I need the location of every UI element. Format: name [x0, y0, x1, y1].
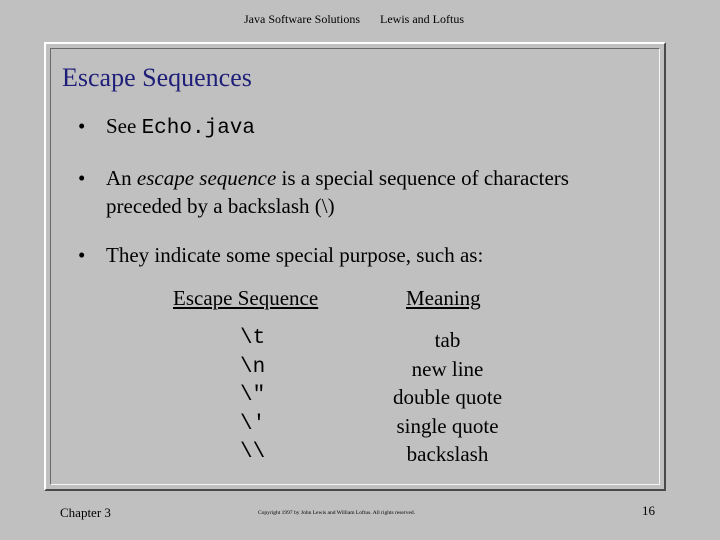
column-header-escape: Escape Sequence	[173, 286, 319, 310]
chapter-label: Chapter 3	[60, 505, 111, 520]
escape-single-quote: \'	[240, 412, 266, 436]
text-post: is a special sequence of characters	[276, 166, 569, 190]
copyright-notice: Copyright 1997 by John Lewis and William Loftus. All rights reserved.	[258, 510, 416, 516]
escape-sequence-column	[240, 325, 265, 468]
text-pre: An	[106, 166, 137, 190]
escape-newline: \n	[240, 355, 266, 379]
escape-double-quote: \"	[240, 384, 266, 407]
code-filename: Echo.java	[141, 117, 255, 140]
escape-backslash: \\	[240, 441, 266, 464]
authors: Lewis and Loftus	[380, 12, 464, 26]
bullet-text	[106, 112, 255, 143]
bullet-text: They indicate some special purpose, such as:	[106, 243, 484, 267]
bullet-dot: •	[78, 166, 86, 190]
meaning-double-quote: double quote	[392, 385, 503, 409]
bullet-prefix: See	[106, 114, 142, 138]
page-number: 16	[642, 503, 655, 518]
escape-tab: \t	[240, 327, 266, 350]
column-header-meaning: Meaning	[406, 286, 481, 310]
meaning-newline: new line	[411, 356, 484, 381]
meaning-single-quote: single quote	[396, 413, 499, 438]
slide-title: Escape Sequences	[62, 63, 252, 92]
book-title: Java Software Solutions	[244, 12, 360, 26]
meaning-tab: tab	[434, 328, 461, 352]
bullet-dot: •	[78, 243, 86, 267]
bullet-text	[106, 164, 569, 220]
emphasized-term: escape sequence	[136, 166, 277, 190]
bullet-dot: •	[78, 114, 86, 138]
text-line2: preceded by a backslash (\)	[106, 194, 335, 218]
meaning-backslash: backslash	[406, 442, 489, 466]
meaning-column	[370, 326, 525, 469]
